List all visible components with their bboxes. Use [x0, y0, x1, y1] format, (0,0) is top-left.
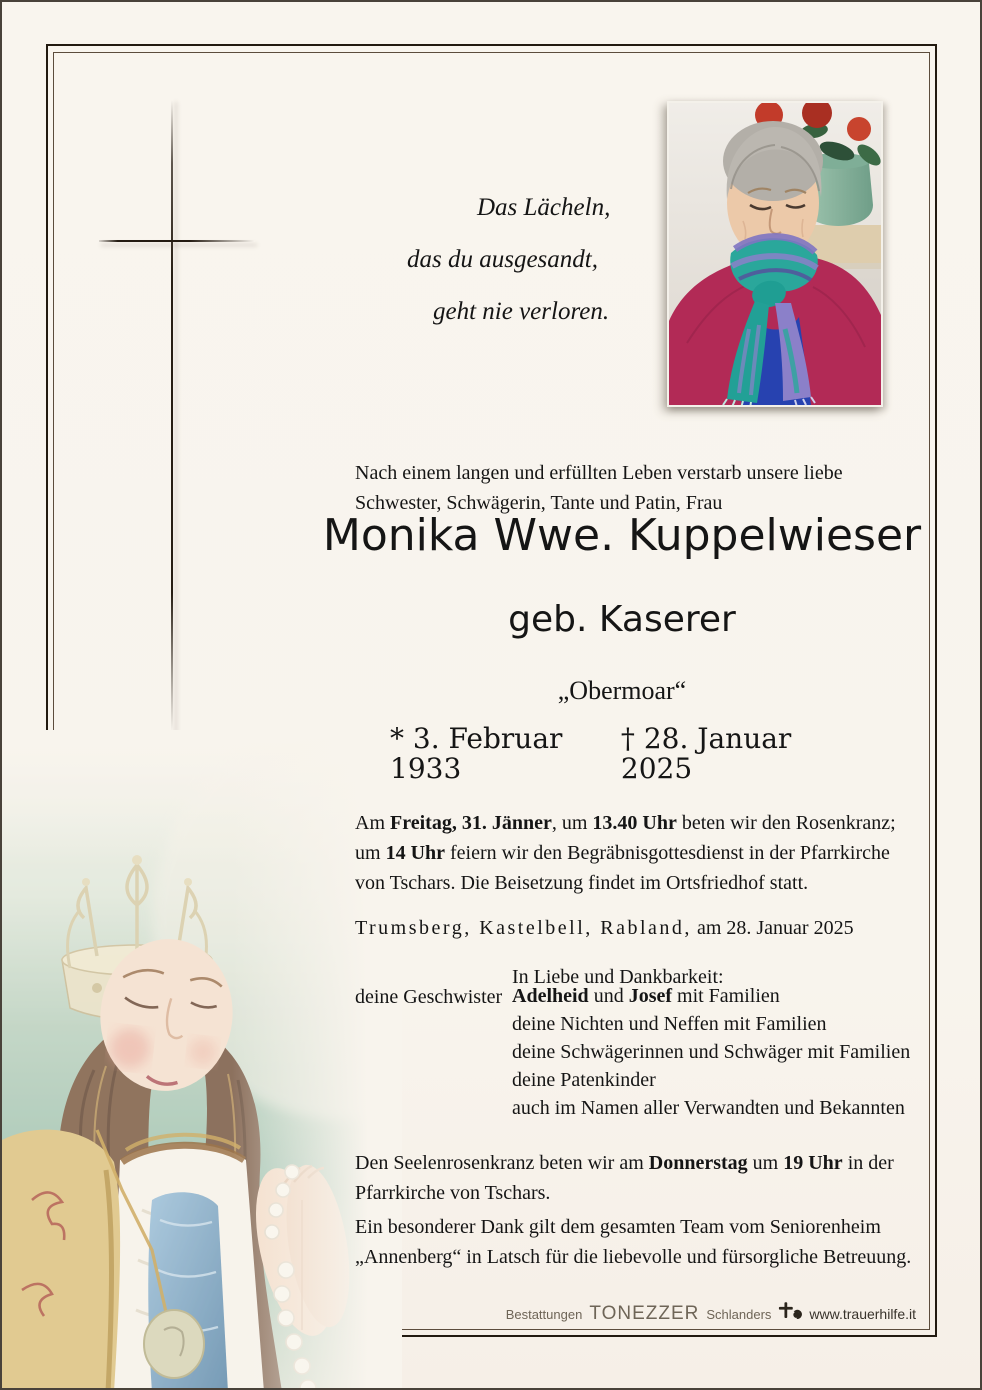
footer-prefix: Bestattungen — [505, 1306, 583, 1322]
quote-line: das du ausgesandt, — [407, 246, 598, 273]
rosary-time-bold: 19 Uhr — [783, 1152, 843, 1174]
mourners-segment: mit Familien — [672, 985, 780, 1007]
footer-website: www.trauerhilfe.it — [809, 1306, 916, 1322]
funeral-home-footer — [506, 1302, 916, 1326]
deceased-photo — [667, 101, 883, 407]
trauerhilfe-cross-icon — [778, 1302, 802, 1326]
rosary-segment: um — [747, 1152, 784, 1174]
footer-location: Schlanders — [706, 1306, 772, 1322]
funeral-service-text — [355, 808, 910, 898]
memorial-quote — [407, 194, 667, 326]
service-time-bold: 13.40 Uhr — [592, 812, 677, 834]
mourners-line-2: deine Nichten und Neffen mit Familien — [512, 1013, 827, 1035]
life-dates — [390, 724, 850, 784]
thanks-text: Ein besonderer Dank gilt dem gesamten Team vom Seniorenheim „Annenberg“ in Latsch für die liebevolle und fürsorgliche Betreuung. — [355, 1216, 912, 1268]
service-time2-bold: 14 Uhr — [385, 842, 446, 864]
mourners-line-1 — [512, 982, 942, 1010]
place-dateline — [355, 913, 915, 943]
dateline-date: am 28. Januar 2025 — [691, 917, 854, 939]
rosary-segment: Den Seelenrosenkranz beten wir am — [355, 1152, 649, 1174]
soul-rosary-text — [355, 1148, 910, 1208]
deceased-name: Monika Wwe. Kuppelwieser — [322, 510, 922, 561]
quote-line: geht nie verloren. — [433, 298, 610, 325]
death-date: † 28. Januar 2025 — [620, 722, 792, 785]
funeral-home-brand: TONEZZER — [589, 1303, 700, 1324]
mourners-list — [512, 982, 942, 1122]
rosary-segment: in der Pfarrkirche von Tschars. — [355, 1152, 894, 1204]
deceased-house-name: „Obermoar“ — [557, 676, 687, 705]
closing-phrase: In Liebe und Dankbarkeit: — [512, 966, 724, 988]
mourners-line-5: auch im Namen aller Verwandten und Bekannten — [512, 1097, 905, 1119]
cross-vertical-line — [171, 100, 173, 732]
intro-text: Nach einem langen und erfüllten Leben verstarb unsere liebe Schwester, Schwägerin, Tante und Patin, Frau — [355, 462, 843, 514]
quote-line: Das Lächeln, — [477, 194, 611, 221]
mourner-name-bold: Adelheid — [512, 985, 589, 1007]
mourners-label: deine Geschwister — [355, 986, 503, 1008]
madonna-statue-image — [2, 730, 402, 1390]
deceased-maiden-name: geb. Kaserer — [508, 599, 736, 640]
portrait-illustration — [669, 103, 881, 405]
mourners-line-4: deine Patenkinder — [512, 1069, 656, 1091]
mourners-line-3: deine Schwägerinnen und Schwäger mit Familien — [512, 1041, 911, 1063]
rosary-day-bold: Donnerstag — [648, 1152, 748, 1174]
place-names: Trumsberg, Kastelbell, Rabland, — [355, 917, 692, 939]
service-text-segment: Am — [355, 812, 390, 834]
service-text-segment: , um — [551, 812, 593, 834]
birth-date: * 3. Februar 1933 — [390, 722, 563, 785]
service-text-segment: beten wir den Rosenkranz; um — [355, 812, 896, 864]
mourners-segment: und — [588, 985, 629, 1007]
mourner-name-bold: Josef — [628, 985, 673, 1007]
service-text-segment: feiern wir den Begräbnisgottesdienst in der Pfarrkirche von Tschars. Die Beisetzung findet im Ortsfriedhof statt. — [355, 842, 890, 894]
cross-horizontal-line — [99, 240, 255, 242]
service-day-bold: Freitag, 31. Jänner — [390, 812, 552, 834]
